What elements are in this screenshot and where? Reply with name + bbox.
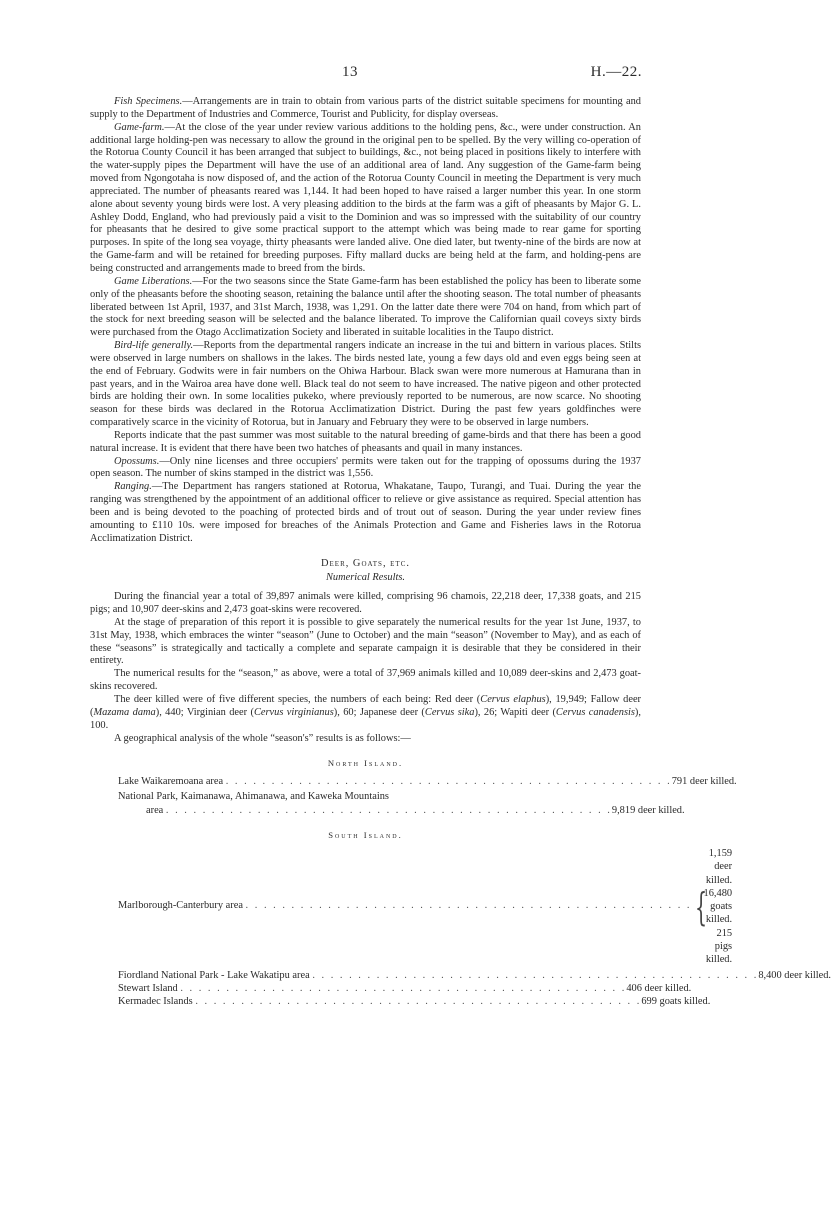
leader-dots: . . . . . . . . . . . . . . . . . . . . . . . . . . . . . . . . . . . . . . . . . . . . . . . . . [225,776,672,788]
place-name: National Park, Kaimanawa, Ahimanawa, and Kaweka Mountains [118,791,389,803]
section-subheading: Numerical Results. [325,572,406,584]
place-cell [118,969,758,982]
paragraph-bird-life [90,340,641,430]
leader-dots: . . . . . . . . . . . . . . . . . . . . . . . . . . . . . . . . . . . . . . . . . . . . . . . . . [245,900,692,912]
leader-dots: . . . . . . . . . . . . . . . . . . . . . . . . . . . . . . . . . . . . . . . . . . . . . . . . . [312,969,759,981]
result-cell: 9,819 deer killed. [611,804,685,816]
leader-dots: . . . . . . . . . . . . . . . . . . . . . . . . . . . . . . . . . . . . . . . . . . . . . . . . . [180,982,627,994]
brace-glyph: { [694,884,707,929]
north-island-table [118,775,737,817]
paragraph-title: Game-farm. [114,121,165,133]
paragraph-game-farm [90,122,641,276]
result-cell: 16,480 goats killed. [703,887,733,926]
place-name: Marlborough-Canterbury area [118,900,243,912]
result-cell: 8,400 deer killed. [758,969,831,981]
table-row [118,969,831,982]
text-fragment: ), 60; Japanese deer ( [333,706,425,718]
result-group [704,847,733,967]
place-cell [118,900,692,913]
paragraph-ranging [90,481,641,545]
text-fragment: The deer killed were of five different species, the numbers of each being: Red deer ( [114,693,481,705]
place-name: Stewart Island [118,982,178,994]
place-cell [118,790,501,803]
place-name: Kermadec Islands [118,996,193,1008]
paragraph-text: —At the close of the year under review various additions to the holding pens, &c., were under construction. An additional large holding-pen was necessary to allow the ground in the original pen to be spelled. By the very willing co-operation of the Rotorua County Council it has been arranged that subject to buildings, &c., not being placed in positions likely to interfere with the water-supply pipes the Department will have the use of an additional area of land. Any suggestion of the Game-farm being moved from Ngongotaha is now disposed of, and the action of the Rotorua County Council in meeting the Department is very much appreciated. The number of pheasants reared was 1,144. It had been hoped to have raised a larger number this year. In one storm alone about seventy young birds were lost. A very pleasing addition to the birds at the farm was a gift of pheasants by Major G. L. Ashley Dodd, England, who had previously paid a visit to the Dominion and was so impressed with the suitability of our country for pheasants that he desired to give some practical support to the attempt which was being made to rear game for sporting purposes. In spite of the long sea voyage, thirty pheasants were landed alive. One died later, but twenty-nine of the birds are now at the Game-farm and will be retained for breeding purposes. Fifty mallard ducks are being held at the farm, and holding-pens are being constructed and arrangements made to breed from the birds. [90,121,641,274]
paragraph-text: —The Department has rangers stationed at Rotorua, Whakatane, Taupo, Turangi, and Tuai. During the year the ranging was strengthened by the appointment of an additional officer to relieve or give assistance as required. Special attention has been and is being devoted to the poaching of protected birds and of trout out of season. During the year under review fines amounting to £110 10s. were imposed for breaches of the Animals Protection and Game and Fisheries laws in the Rotorua Acclimatization District. [90,481,641,544]
paragraph-reports: Reports indicate that the past summer was most suitable to the natural breeding of game-birds and that there has been a good natural increase. It is evident that there have been two hatches of pheasants and quail in many instances. [90,429,641,454]
result-cell: 1,159 deer killed. [705,847,733,886]
text-fragment: ), 100. [90,706,641,731]
latin-name: Cervus virginianus [253,706,334,718]
place-name: Fiordland National Park - Lake Wakatipu area [118,969,310,981]
north-island-title: North Island. [327,758,404,769]
result-cell: 791 deer killed. [671,776,737,788]
text-fragment: ), 26; Wapiti deer ( [474,706,556,718]
place-name: area [146,804,164,816]
paragraph-title: Opossums. [114,455,160,467]
paragraph-financial-year: During the financial year a total of 39,897 animals were killed, comprising 96 chamois, 22,218 deer, 17,338 goats, and 215 pigs; and 10,907 deer-skins and 2,473 goat-skins were recovered. [90,591,641,616]
result-cell: 406 deer killed. [626,982,692,994]
paragraph-geographical-intro: A geographical analysis of the whole “season's” results is as follows:— [114,732,411,744]
document-reference: H.—22. [590,64,642,80]
latin-name: Cervus canadensis [555,706,635,718]
paragraph-deer-species [90,694,641,733]
section-heading: Deer, Goats, etc. [321,557,410,569]
table-row [118,995,711,1008]
report-body [90,96,831,1008]
paragraph-text: —Only nine licenses and three occupiers' permits were taken out for the trapping of opossums during the 1937 open season. The number of skins stamped in the district was 1,556. [90,455,641,480]
paragraph-title: Bird-life generally. [114,340,194,352]
leader-dots: . . . . . . . . . . . . . . . . . . . . . . . . . . . . . . . . . . . . . . . . . . . . . . . . . [165,804,612,816]
table-row [118,847,733,967]
paragraph-text: —Arrangements are in train to obtain from various parts of the district suitable specimens for mounting and supply to the Department of Industries and Commerce, Tourist and Publicity, for display overseas. [90,96,642,120]
paragraph-title: Game Liberations. [114,275,193,287]
page-number: 13 [342,64,358,80]
place-cell [118,775,672,788]
table-row [118,775,737,788]
table-row [118,790,613,803]
paragraph-title: Ranging. [114,481,152,493]
latin-name: Cervus elaphus [480,693,546,705]
place-name: Lake Waikaremoana area [118,776,224,788]
place-cell [118,804,612,817]
paragraph-text: —Reports from the departmental rangers indicate an increase in the tui and bittern in various places. Stilts were observed in large numbers on shallows in the lakes. The birds nested late, young a few days old and even eggs being seen at the end of February. Godwits were in fair numbers on the Ohiwa Harbour. Black swan were more numerous at Hamurana than in past years, and in the Wairoa area have done well. Black teal do not seem to have increased. The native pigeon and other protected birds are holding their own. In some localities pukeko, where previously reported to be numerous, are now scarce. No shooting season for these birds was declared in the Rotorua Acclimatization District. During the past few years goldfinches were comparatively scarce in the vicinity of Rotorua, but in January and February they were to be observed in large numbers. [90,340,641,429]
latin-name: Cervus sika [424,706,475,718]
leader-dots: . . . . . . . . . . . . . . . . . . . . . . . . . . . . . . . . . . . . . . . . . . . . . . . . . [195,996,642,1008]
paragraph-season-totals: The numerical results for the “season,” as above, were a total of 37,969 animals killed and 10,089 deer-skins and 2,473 goat-skins recovered. [90,668,641,693]
result-cell: 215 pigs killed. [705,927,733,966]
paragraph-game-liberations [90,276,641,340]
paragraph-text: —For the two seasons since the State Game-farm has been established the policy has been to liberate some only of the pheasants before the shooting season, retaining the balance until after the shooting season. The total number of pheasants liberated between 1st April, 1937, and 31st March, 1938, was 1,291. On the latter date there were 704 on hand, from which part of the stock for next breeding season will be selected and the balance liberated. To improve the Californian quail coveys sixty birds were purchased from the Otago Acclimatization Society and liberated in suitable localities in the Taupo district. [90,275,641,339]
south-island-table [118,847,831,1009]
paragraph-title: Fish Specimens. [114,96,183,107]
place-cell [118,995,641,1008]
result-cell: 699 goats killed. [641,996,711,1008]
place-cell [118,982,626,995]
table-row [118,804,685,817]
paragraph-opossums [90,456,641,482]
table-row [118,982,692,995]
latin-name: Mazama dama [93,706,156,718]
text-fragment: ), 19,949; Fallow deer ( [90,693,642,718]
paragraph-fish-specimens [90,96,641,122]
text-fragment: ), 440; Virginian deer ( [155,706,254,718]
paragraph-seasons: At the stage of preparation of this report it is possible to give separately the numerical results for the year 1st June, 1937, to 31st May, 1938, which embraces the winter “season” (June to October) and the main “season” (November to May), and as each of these “seasons” is strategically and tactically a complete and separate campaign it is desirable that they be considered in their entirety. [90,616,641,667]
south-island-title: South Island. [328,830,403,841]
